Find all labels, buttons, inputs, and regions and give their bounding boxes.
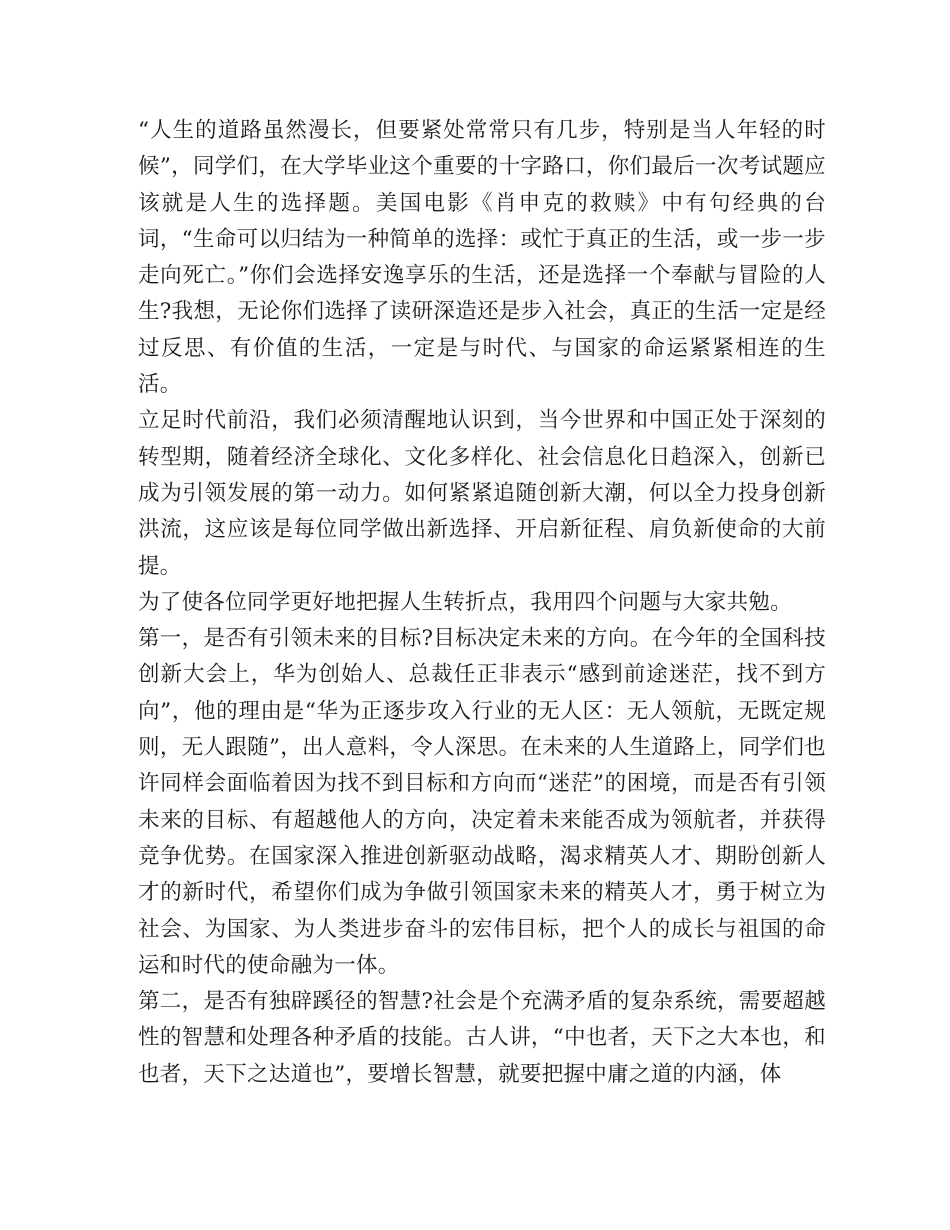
paragraph-3: 为了使各位同学更好地把握人生转折点，我用四个问题与大家共勉。 [138,589,793,615]
paragraph-1: “人生的道路虽然漫长，但要紧处常常只有几步，特别是当人年轻的时候”，同学们，在大学毕业这个重要的十字路口，你们最后一次考试题应该就是人生的选择题。美国电影《肖申克的救赎》中有句经典的台词，“生命可以归结为一种简单的选择：或忙于真正的生活，或一步一步走向死亡。”你们会选择安逸享乐的生活，还是选择一个奉献与冒险的人生?我想，无论你们选择了读研深造还是步入社会，真正的生活一定是经过反思、有价值的生活，一定是与时代、与国家的命运紧紧相连的生活。 [138,118,826,398]
document-body [138,113,826,1093]
paragraph-5: 第二，是否有独辟蹊径的智慧?社会是个充满矛盾的复杂系统，需要超越性的智慧和处理各种矛盾的技能。古人讲，“中也者，天下之大本也，和也者，天下之达道也”，要增长智慧，就要把握中庸之道的内涵，体 [138,989,826,1087]
paragraph-4: 第一，是否有引领未来的目标?目标决定未来的方向。在今年的全国科技创新大会上，华为创始人、总裁任正非表示“感到前途迷茫，找不到方向”，他的理由是“华为正逐步攻入行业的无人区：无人领航，无既定规则，无人跟随”，出人意料，令人深思。在未来的人生道路上，同学们也许同样会面临着因为找不到目标和方向而“迷茫”的困境，而是否有引领未来的目标、有超越他人的方向，决定着未来能否成为领航者，并获得竞争优势。在国家深入推进创新驱动战略，渴求精英人才、期盼创新人才的新时代，希望你们成为争做引领国家未来的精英人才，勇于树立为社会、为国家、为人类进步奋斗的宏伟目标，把个人的成长与祖国的命运和时代的使命融为一体。 [138,626,826,978]
paragraph-2: 立足时代前沿，我们必须清醒地认识到，当今世界和中国正处于深刻的转型期，随着经济全球化、文化多样化、社会信息化日趋深入，创新已成为引领发展的第一动力。如何紧紧追随创新大潮，何以全力投身创新洪流，这应该是每位同学做出新选择、开启新征程、肩负新使命的大前提。 [138,408,826,579]
